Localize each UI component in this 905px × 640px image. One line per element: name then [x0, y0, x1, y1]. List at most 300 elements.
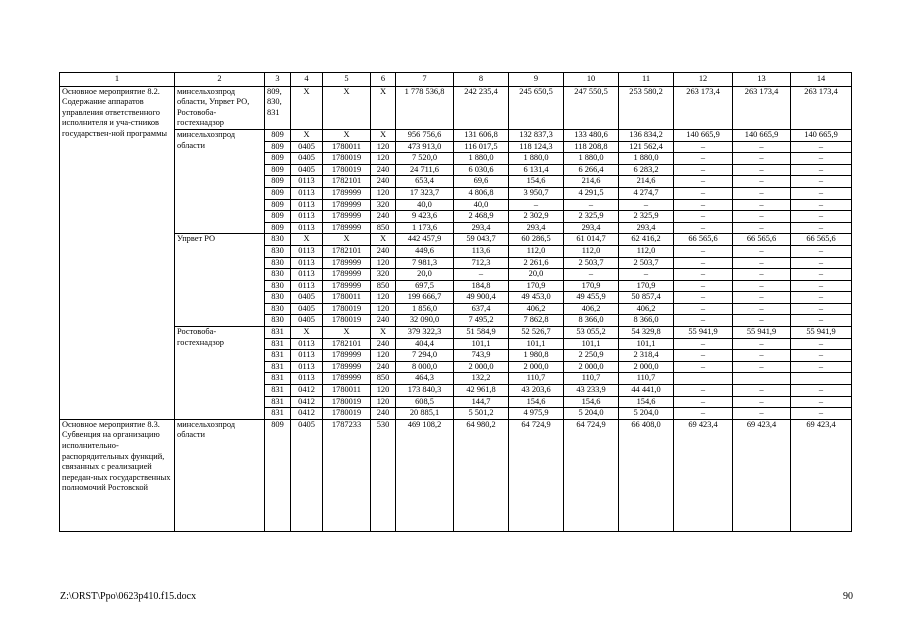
value-cell: 184,8	[454, 280, 509, 292]
value-cell: 473 913,0	[396, 141, 454, 153]
value-cell: 293,4	[509, 222, 564, 234]
value-cell: 0412	[291, 408, 323, 420]
activity-cell: Основное мероприятие 8.2. Содержание аппаратов управления ответственного исполнителя и уча-стников государствен-ной программы	[60, 86, 175, 419]
value-cell: 131 606,8	[454, 129, 509, 141]
value-cell: 214,6	[619, 176, 674, 188]
value-cell: 1 856,0	[396, 303, 454, 315]
value-cell: 1782101	[323, 245, 371, 257]
value-cell: –	[791, 187, 852, 199]
value-cell: 55 941,9	[733, 327, 791, 339]
value-cell: –	[674, 187, 733, 199]
value-cell: 43 233,9	[564, 385, 619, 397]
value-cell: 1782101	[323, 176, 371, 188]
value-cell: 6 030,6	[454, 164, 509, 176]
value-cell: –	[791, 164, 852, 176]
value-cell: 154,6	[619, 396, 674, 408]
value-cell: –	[791, 292, 852, 304]
value-cell: 49 453,0	[509, 292, 564, 304]
header-cell: 6	[371, 73, 396, 87]
value-cell: 809	[265, 222, 291, 234]
value-cell: –	[674, 315, 733, 327]
value-cell: 0113	[291, 338, 323, 350]
value-cell: 263 173,4	[674, 86, 733, 129]
executor-cell: минсельхозпрод области, Упрвет РО, Ростовоба-гостехнадзор	[175, 86, 265, 129]
executor-cell: Упрвет РО	[175, 234, 265, 327]
value-cell: 1789999	[323, 257, 371, 269]
value-cell: 637,4	[454, 303, 509, 315]
value-cell	[791, 373, 852, 385]
value-cell: –	[733, 408, 791, 420]
value-cell: 0405	[291, 153, 323, 165]
value-cell: 1789999	[323, 211, 371, 223]
value-cell	[674, 373, 733, 385]
value-cell: 49 455,9	[564, 292, 619, 304]
table-row	[60, 234, 852, 246]
value-cell: –	[564, 269, 619, 281]
value-cell: –	[733, 222, 791, 234]
budget-table	[59, 72, 852, 532]
value-cell: –	[674, 292, 733, 304]
header-cell: 12	[674, 73, 733, 87]
value-cell: 2 250,9	[564, 350, 619, 362]
value-cell: –	[733, 280, 791, 292]
value-cell: 1789999	[323, 187, 371, 199]
value-cell: 1780019	[323, 153, 371, 165]
value-cell: 1 880,0	[454, 153, 509, 165]
value-cell: 40,0	[454, 199, 509, 211]
value-cell: 132 837,3	[509, 129, 564, 141]
value-cell: 809	[265, 187, 291, 199]
value-cell: 6 131,4	[509, 164, 564, 176]
value-cell: 320	[371, 269, 396, 281]
value-cell: 132,2	[454, 373, 509, 385]
value-cell: 55 941,9	[791, 327, 852, 339]
value-cell: 17 323,7	[396, 187, 454, 199]
value-cell: –	[791, 396, 852, 408]
value-cell: 101,1	[454, 338, 509, 350]
value-cell: 406,2	[619, 303, 674, 315]
value-cell: –	[791, 211, 852, 223]
value-cell: 0412	[291, 385, 323, 397]
value-cell: 809	[265, 141, 291, 153]
value-cell: 831	[265, 385, 291, 397]
value-cell: –	[674, 141, 733, 153]
value-cell: –	[733, 187, 791, 199]
value-cell: 379 322,3	[396, 327, 454, 339]
header-cell: 5	[323, 73, 371, 87]
value-cell: 830	[265, 280, 291, 292]
value-cell: 2 261,6	[509, 257, 564, 269]
activity-cell: Основное мероприятие 8.3. Субвенция на организацию исполнительно-распорядительных функций, связанных с реализацией передан-ных государственных полномочий Ростовской	[60, 419, 175, 531]
value-cell: 32 090,0	[396, 315, 454, 327]
value-cell: 110,7	[619, 373, 674, 385]
header-cell: 10	[564, 73, 619, 87]
value-cell: 170,9	[619, 280, 674, 292]
value-cell: 530	[371, 419, 396, 531]
value-cell: 293,4	[454, 222, 509, 234]
value-cell: 2 000,0	[509, 361, 564, 373]
value-cell: –	[791, 350, 852, 362]
value-cell: 44 441,0	[619, 385, 674, 397]
value-cell: 956 756,6	[396, 129, 454, 141]
value-cell: 240	[371, 245, 396, 257]
table-row	[60, 86, 852, 129]
value-cell: –	[674, 164, 733, 176]
value-cell: 66 408,0	[619, 419, 674, 531]
value-cell: 120	[371, 187, 396, 199]
value-cell: 154,6	[564, 396, 619, 408]
value-cell: 1782101	[323, 338, 371, 350]
value-cell: 121 562,4	[619, 141, 674, 153]
value-cell: 59 043,7	[454, 234, 509, 246]
value-cell: 1789999	[323, 269, 371, 281]
value-cell: 850	[371, 222, 396, 234]
table-row	[60, 129, 852, 141]
value-cell: 2 325,9	[564, 211, 619, 223]
header-cell: 8	[454, 73, 509, 87]
value-cell: 69 423,4	[674, 419, 733, 531]
value-cell: 1 980,8	[509, 350, 564, 362]
value-cell: 1789999	[323, 280, 371, 292]
value-cell: 2 000,0	[564, 361, 619, 373]
value-cell: 120	[371, 350, 396, 362]
value-cell: 61 014,7	[564, 234, 619, 246]
value-cell: 2 325,9	[619, 211, 674, 223]
header-cell: 13	[733, 73, 791, 87]
value-cell: 240	[371, 164, 396, 176]
value-cell: 240	[371, 176, 396, 188]
value-cell: –	[619, 199, 674, 211]
header-cell: 1	[60, 73, 175, 87]
value-cell: 0113	[291, 187, 323, 199]
value-cell: 3 950,7	[509, 187, 564, 199]
value-cell: 7 862,8	[509, 315, 564, 327]
value-cell: –	[733, 211, 791, 223]
value-cell: 6 283,2	[619, 164, 674, 176]
value-cell: –	[791, 315, 852, 327]
value-cell: 850	[371, 280, 396, 292]
executor-cell: Ростовоба-гостехнадзор	[175, 327, 265, 420]
value-cell: 0113	[291, 257, 323, 269]
value-cell: –	[791, 338, 852, 350]
value-cell: 0113	[291, 350, 323, 362]
value-cell: –	[791, 153, 852, 165]
value-cell: 120	[371, 385, 396, 397]
value-cell: –	[674, 408, 733, 420]
value-cell: 809	[265, 129, 291, 141]
value-cell: 0113	[291, 373, 323, 385]
value-cell: –	[791, 269, 852, 281]
value-cell: 809, 830, 831	[265, 86, 291, 129]
value-cell: –	[674, 303, 733, 315]
value-cell: –	[791, 280, 852, 292]
value-cell: 116 017,5	[454, 141, 509, 153]
value-cell: X	[323, 234, 371, 246]
value-cell: 118 124,3	[509, 141, 564, 153]
value-cell: 170,9	[509, 280, 564, 292]
value-cell: X	[323, 327, 371, 339]
value-cell: 830	[265, 234, 291, 246]
footer-file-path: Z:\ORST\Ppo\0623p410.f15.docx	[60, 591, 197, 602]
value-cell: 0113	[291, 269, 323, 281]
value-cell: 0405	[291, 303, 323, 315]
value-cell: 20 885,1	[396, 408, 454, 420]
value-cell: –	[674, 338, 733, 350]
value-cell: 0405	[291, 164, 323, 176]
value-cell: 240	[371, 211, 396, 223]
value-cell: –	[509, 199, 564, 211]
value-cell: 464,3	[396, 373, 454, 385]
value-cell: 831	[265, 361, 291, 373]
value-cell: 830	[265, 245, 291, 257]
value-cell: X	[291, 327, 323, 339]
value-cell: –	[674, 350, 733, 362]
value-cell: 809	[265, 211, 291, 223]
value-cell: 69,6	[454, 176, 509, 188]
value-cell: –	[791, 141, 852, 153]
value-cell: –	[454, 269, 509, 281]
value-cell: 240	[371, 315, 396, 327]
value-cell: 101,1	[509, 338, 564, 350]
value-cell: 4 975,9	[509, 408, 564, 420]
value-cell: 0113	[291, 199, 323, 211]
value-cell: –	[674, 385, 733, 397]
header-cell: 7	[396, 73, 454, 87]
value-cell: 24 711,6	[396, 164, 454, 176]
value-cell: 101,1	[564, 338, 619, 350]
value-cell: 7 495,2	[454, 315, 509, 327]
value-cell: 404,4	[396, 338, 454, 350]
value-cell: 8 000,0	[396, 361, 454, 373]
value-cell: 1780019	[323, 396, 371, 408]
value-cell: 712,3	[454, 257, 509, 269]
value-cell: –	[791, 222, 852, 234]
value-cell: –	[791, 245, 852, 257]
value-cell: 2 000,0	[619, 361, 674, 373]
value-cell: 66 565,6	[674, 234, 733, 246]
value-cell: 2 503,7	[564, 257, 619, 269]
value-cell: 120	[371, 141, 396, 153]
value-cell: 809	[265, 153, 291, 165]
value-cell: 0113	[291, 176, 323, 188]
value-cell: X	[371, 234, 396, 246]
value-cell: 173 840,3	[396, 385, 454, 397]
value-cell: 0405	[291, 141, 323, 153]
value-cell: 0113	[291, 245, 323, 257]
value-cell: 1780011	[323, 292, 371, 304]
value-cell: 53 055,2	[564, 327, 619, 339]
value-cell: –	[733, 338, 791, 350]
value-cell: –	[674, 199, 733, 211]
value-cell: 1 880,0	[509, 153, 564, 165]
value-cell: 112,0	[619, 245, 674, 257]
value-cell: 2 503,7	[619, 257, 674, 269]
value-cell: –	[674, 222, 733, 234]
value-cell: 4 291,5	[564, 187, 619, 199]
value-cell: 830	[265, 315, 291, 327]
value-cell: 140 665,9	[674, 129, 733, 141]
value-cell: 214,6	[564, 176, 619, 188]
value-cell: –	[733, 292, 791, 304]
value-cell: 1789999	[323, 373, 371, 385]
value-cell: 293,4	[564, 222, 619, 234]
value-cell: 2 318,4	[619, 350, 674, 362]
value-cell: –	[733, 350, 791, 362]
value-cell: 120	[371, 292, 396, 304]
value-cell: 1780011	[323, 385, 371, 397]
value-cell: 154,6	[509, 176, 564, 188]
value-cell: –	[733, 303, 791, 315]
value-cell: 42 961,8	[454, 385, 509, 397]
value-cell: –	[674, 245, 733, 257]
header-cell: 2	[175, 73, 265, 87]
value-cell: 1787233	[323, 419, 371, 531]
value-cell: –	[733, 199, 791, 211]
value-cell: 4 274,7	[619, 187, 674, 199]
value-cell: 293,4	[619, 222, 674, 234]
value-cell: 1 173,6	[396, 222, 454, 234]
value-cell: 809	[265, 419, 291, 531]
value-cell: 1789999	[323, 222, 371, 234]
value-cell: 0113	[291, 361, 323, 373]
value-cell: 830	[265, 292, 291, 304]
value-cell: 449,6	[396, 245, 454, 257]
value-cell: 5 204,0	[619, 408, 674, 420]
value-cell: 62 416,2	[619, 234, 674, 246]
value-cell: 442 457,9	[396, 234, 454, 246]
value-cell: 64 724,9	[509, 419, 564, 531]
value-cell: 242 235,4	[454, 86, 509, 129]
header-cell: 3	[265, 73, 291, 87]
value-cell: –	[733, 269, 791, 281]
value-cell: X	[371, 86, 396, 129]
value-cell: 1780019	[323, 303, 371, 315]
value-cell: 49 900,4	[454, 292, 509, 304]
value-cell: 0405	[291, 419, 323, 531]
value-cell: 40,0	[396, 199, 454, 211]
value-cell: 144,7	[454, 396, 509, 408]
value-cell: 831	[265, 338, 291, 350]
value-cell: 830	[265, 269, 291, 281]
value-cell: 64 724,9	[564, 419, 619, 531]
value-cell: 850	[371, 373, 396, 385]
value-cell: 43 203,6	[509, 385, 564, 397]
value-cell: 20,0	[509, 269, 564, 281]
value-cell: –	[674, 280, 733, 292]
value-cell: 154,6	[509, 396, 564, 408]
value-cell: 608,5	[396, 396, 454, 408]
value-cell: –	[674, 396, 733, 408]
value-cell: –	[619, 269, 674, 281]
footer-page-number: 90	[843, 591, 853, 602]
value-cell: X	[323, 129, 371, 141]
value-cell: 1 880,0	[619, 153, 674, 165]
value-cell: 5 501,2	[454, 408, 509, 420]
value-cell: –	[733, 245, 791, 257]
value-cell: 245 650,5	[509, 86, 564, 129]
value-cell: –	[791, 408, 852, 420]
value-cell: –	[674, 257, 733, 269]
value-cell: 101,1	[619, 338, 674, 350]
value-cell: 66 565,6	[733, 234, 791, 246]
value-cell: 54 329,8	[619, 327, 674, 339]
executor-cell: минсельхозпрод области	[175, 129, 265, 233]
value-cell: 831	[265, 396, 291, 408]
value-cell: 64 980,2	[454, 419, 509, 531]
value-cell: 1 880,0	[564, 153, 619, 165]
value-cell: 120	[371, 257, 396, 269]
value-cell: 9 423,6	[396, 211, 454, 223]
table-row	[60, 419, 852, 531]
executor-cell: минсельхозпрод области	[175, 419, 265, 531]
value-cell: –	[733, 396, 791, 408]
value-cell: 66 565,6	[791, 234, 852, 246]
value-cell: 247 550,5	[564, 86, 619, 129]
value-cell: 1789999	[323, 199, 371, 211]
value-cell: 110,7	[509, 373, 564, 385]
value-cell: 406,2	[564, 303, 619, 315]
value-cell: 831	[265, 350, 291, 362]
value-cell: 7 294,0	[396, 350, 454, 362]
value-cell: –	[791, 199, 852, 211]
value-cell: 240	[371, 361, 396, 373]
value-cell: 1780011	[323, 141, 371, 153]
value-cell: –	[674, 153, 733, 165]
value-cell: 830	[265, 257, 291, 269]
value-cell: –	[733, 153, 791, 165]
value-cell: 809	[265, 164, 291, 176]
value-cell: X	[371, 327, 396, 339]
value-cell	[733, 373, 791, 385]
value-cell: 240	[371, 408, 396, 420]
value-cell: 2 302,9	[509, 211, 564, 223]
value-cell: 2 468,9	[454, 211, 509, 223]
value-cell: 60 286,5	[509, 234, 564, 246]
value-cell: 831	[265, 327, 291, 339]
value-cell: 50 857,4	[619, 292, 674, 304]
value-cell: 55 941,9	[674, 327, 733, 339]
value-cell: 1780019	[323, 315, 371, 327]
value-cell: 110,7	[564, 373, 619, 385]
value-cell: 1789999	[323, 350, 371, 362]
value-cell: 5 204,0	[564, 408, 619, 420]
value-cell: 140 665,9	[791, 129, 852, 141]
value-cell: 199 666,7	[396, 292, 454, 304]
value-cell: 7 981,3	[396, 257, 454, 269]
value-cell: 320	[371, 199, 396, 211]
value-cell: 112,0	[509, 245, 564, 257]
value-cell: 112,0	[564, 245, 619, 257]
value-cell: 120	[371, 153, 396, 165]
value-cell: 69 423,4	[733, 419, 791, 531]
value-cell: X	[323, 86, 371, 129]
value-cell: –	[564, 199, 619, 211]
table-row	[60, 327, 852, 339]
value-cell: 1780019	[323, 408, 371, 420]
value-cell: 0412	[291, 396, 323, 408]
value-cell: 0113	[291, 280, 323, 292]
value-cell: –	[791, 257, 852, 269]
value-cell: X	[291, 234, 323, 246]
value-cell: 0113	[291, 222, 323, 234]
value-cell: –	[791, 385, 852, 397]
value-cell: 697,5	[396, 280, 454, 292]
value-cell: X	[291, 86, 323, 129]
value-cell: 69 423,4	[791, 419, 852, 531]
value-cell: –	[733, 141, 791, 153]
value-cell: 809	[265, 199, 291, 211]
value-cell: 831	[265, 373, 291, 385]
